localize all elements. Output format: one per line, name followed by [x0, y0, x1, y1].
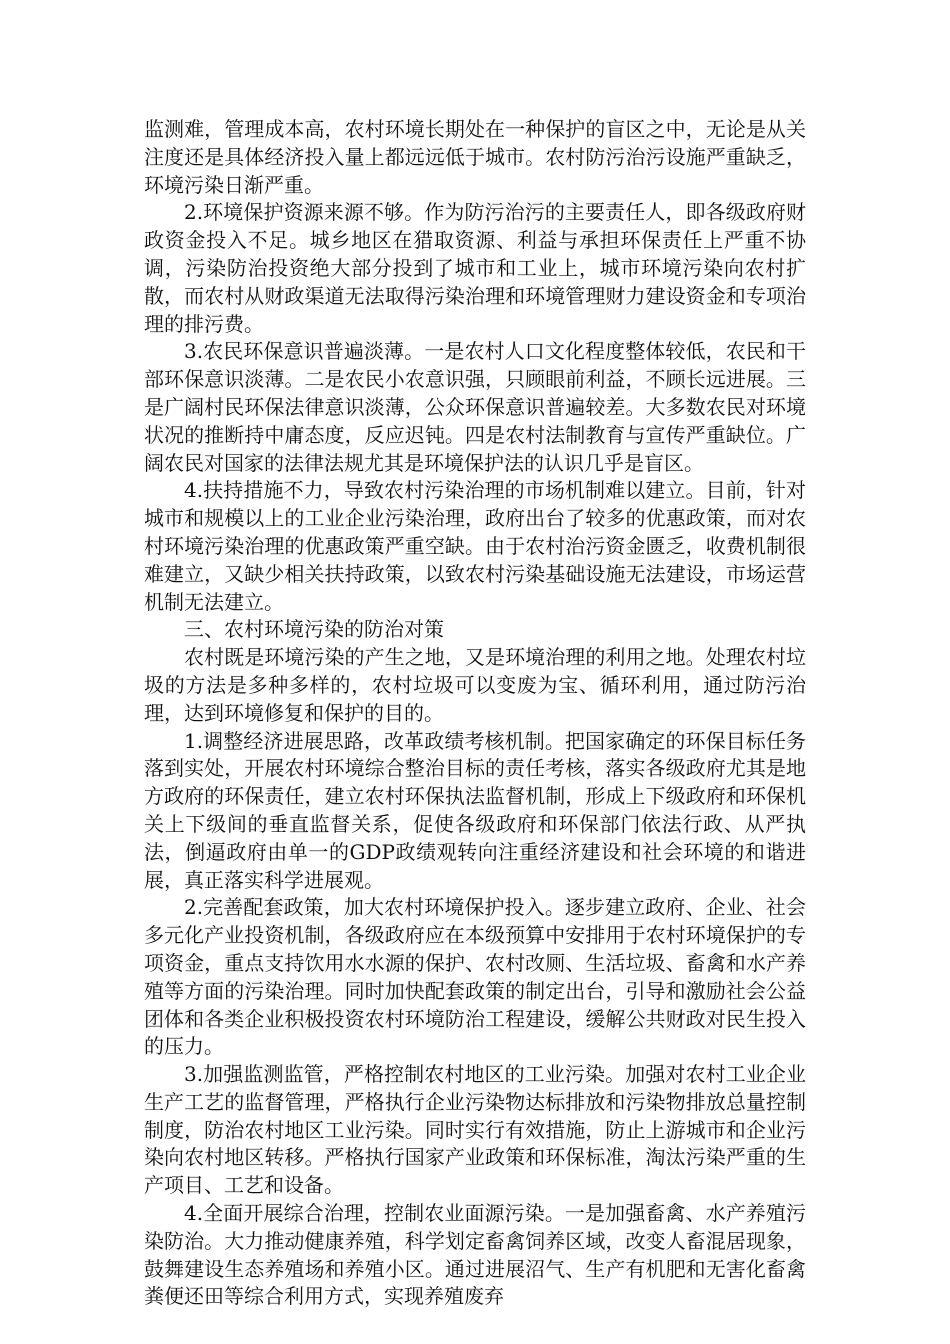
paragraph-6: 农村既是环境污染的产生之地，又是环境治理的利用之地。处理农村垃圾的方法是多种多样的，农村垃圾可以变废为宝、循环利用，通过防污治理，达到环境修复和保护的目的。 — [144, 645, 806, 725]
paragraph-3: 3.农民环保意识普遍淡薄。一是农村人口文化程度整体较低，农民和干部环保意识淡薄。二是农民小农意识强，只顾眼前利益，不顾长远进展。三是广阔村民环保法律意识淡薄，公众环保意识普遍较差。大多数农民对环境状况的推断持中庸态度，反应迟钝。四是农村法制教育与宣传严重缺位。广阔农民对国家的法律法规尤其是环境保护法的认识几乎是盲区。 — [144, 339, 806, 475]
paragraph-10: 4.全面开展综合治理，控制农业面源污染。一是加强畜禽、水产养殖污染防治。大力推动健康养殖，科学划定畜禽饲养区域，改变人畜混居现象，鼓舞建设生态养殖场和养殖小区。通过进展沼气、生产有机肥和无害化畜禽粪便还田等综合利用方式，实现养殖废弃 — [144, 1201, 806, 1309]
paragraph-9: 3.加强监测监管，严格控制农村地区的工业污染。加强对农村工业企业生产工艺的监督管理，严格执行企业污染物达标排放和污染物排放总量控制制度，防治农村地区工业污染。同时实行有效措施，防止上游城市和企业污染向农村地区转移。严格执行国家产业政策和环保标准，淘汰污染严重的生产项目、工艺和设备。 — [144, 1062, 806, 1198]
paragraph-4: 4.扶持措施不力，导致农村污染治理的市场机制难以建立。目前，针对城市和规模以上的工业企业污染治理，政府出台了较多的优惠政策，而对农村环境污染治理的优惠政策严重空缺。由于农村治污资金匮乏，收费机制很难建立，又缺少相关扶持政策，以致农村污染基础设施无法建设，市场运营机制无法建立。 — [144, 478, 806, 614]
paragraph-1: 监测难，管理成本高，农村环境长期处在一种保护的盲区之中，无论是从关注度还是具体经济投入量上都远远低于城市。农村防污治污设施严重缺乏，环境污染日渐严重。 — [144, 117, 806, 197]
paragraph-8: 2.完善配套政策，加大农村环境保护投入。逐步建立政府、企业、社会多元化产业投资机制，各级政府应在本级预算中安排用于农村环境保护的专项资金，重点支持饮用水水源的保护、农村改厕、生活垃圾、畜禽和水产养殖等方面的污染治理。同时加快配套政策的制定出台，引导和激励社会公益团体和各类企业积极投资农村环境防治工程建设，缓解公共财政对民生投入的压力。 — [144, 895, 806, 1059]
paragraph-7: 1.调整经济进展思路，改革政绩考核机制。把国家确定的环保目标任务落到实处，开展农村环境综合整治目标的责任考核，落实各级政府尤其是地方政府的环保责任，建立农村环保执法监督机制，形成上下级政府和环保机关上下级间的垂直监督关系，促使各级政府和环保部门依法行政、从严执法，倒逼政府由单一的GDP政绩观转向注重经济建设和社会环境的和谐进展，真正落实科学进展观。 — [144, 728, 806, 892]
section-heading: 三、农村环境污染的防治对策 — [184, 617, 444, 642]
paragraph-2: 2.环境保护资源来源不够。作为防污治污的主要责任人，即各级政府财政资金投入不足。城乡地区在猎取资源、利益与承担环保责任上严重不协调，污染防治投资绝大部分投到了城市和工业上，城市环境污染向农村扩散，而农村从财政渠道无法取得污染治理和环境管理财力建设资金和专项治理的排污费。 — [144, 200, 806, 336]
document-body — [144, 116, 806, 1311]
